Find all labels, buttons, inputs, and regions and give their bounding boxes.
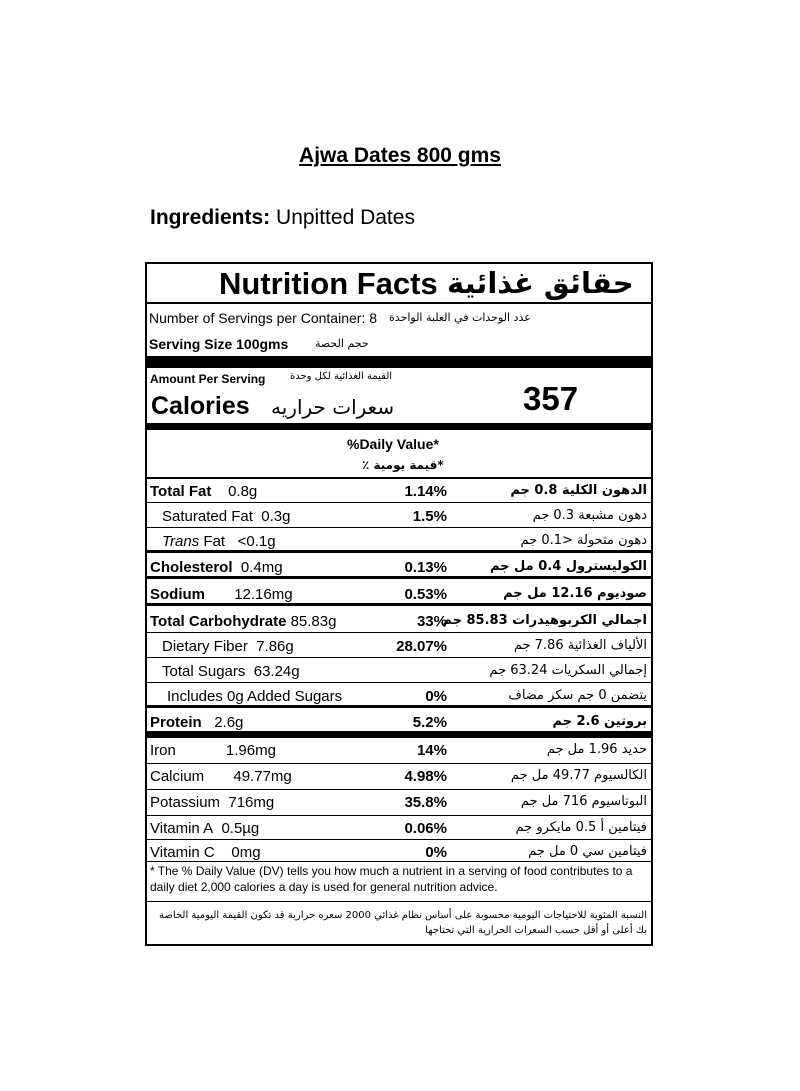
nutrient-name: Includes 0g Added Sugars [167, 688, 343, 705]
nutrient-row-total-carbohydrate [147, 609, 651, 633]
nutrition-facts-title: Nutrition Facts [219, 266, 438, 301]
nutrient-amount: 2.6g [214, 714, 244, 731]
serving-size-text: Serving Size 100gms [149, 336, 289, 352]
nutrient-name-ar: يتضمن 0 جم سكر مضاف [508, 688, 647, 703]
nutrient-name: Total Sugars [162, 663, 246, 680]
servings-text: Number of Servings per Container: 8 [149, 310, 377, 326]
nutrient-dv: 0% [425, 844, 447, 861]
label-header [147, 264, 651, 304]
nutrient-name-ar: الكوليسترول 0.4 مل جم [489, 559, 647, 574]
calories-row [147, 380, 651, 430]
nutrient-row-potassium [147, 790, 651, 816]
nutrient-amount: 49.77mg [233, 768, 292, 785]
nutrient-row-saturated-fat [147, 504, 651, 528]
product-title [0, 144, 800, 168]
nutrient-row-sodium [147, 582, 651, 606]
nutrient-amount: 0.5µg [221, 820, 260, 837]
footnote-ar-block [147, 908, 651, 942]
nutrient-amount: 0.4mg [240, 559, 283, 576]
nutrient-dv: 0.13% [404, 559, 447, 576]
serving-size [147, 332, 651, 356]
nutrient-row-trans-fat [147, 529, 651, 553]
nutrient-row-iron [147, 738, 651, 764]
nutrient-amount: 716mg [228, 794, 275, 811]
calories-label: Calories [151, 392, 250, 420]
nutrient-name: Dietary Fiber [162, 638, 248, 655]
nutrient-amount: 1.96mg [225, 742, 276, 759]
nutrient-name-ar: دهون مشبعة 0.3 جم [532, 508, 647, 523]
nutrient-dv: 1.5% [412, 508, 447, 525]
nutrient-amount: <0.1g [237, 533, 276, 550]
daily-value-label: %Daily Value* [347, 436, 439, 452]
nutrient-name: Protein [150, 714, 202, 731]
servings-text-ar: عدد الوحدات في العلبة الواحدة [389, 311, 531, 324]
nutrient-row-vitamin-c [147, 840, 651, 862]
nutrient-amount: 63.24g [253, 663, 300, 680]
nutrient-dv: 0.53% [404, 586, 447, 603]
nutrient-row-added-sugars [147, 684, 651, 708]
ingredients-line [150, 206, 415, 230]
nutrient-amount: 0.8g [228, 483, 258, 500]
footnote-en: * The % Daily Value (DV) tells you how much a nutrient in a serving of food contributes to a daily diet 2,000 calories a day is used for general nutrition advice. [147, 862, 651, 902]
calories-value: 357 [523, 380, 579, 417]
nutrient-row-protein [147, 710, 651, 738]
amount-per-serving-text-ar: القيمة الغذائية لكل وحدة [290, 371, 393, 382]
nutrient-name-ar: دهون متحولة <0.1 جم [520, 533, 647, 548]
nutrient-name-ar: فيتامين سي 0 مل جم [528, 844, 647, 859]
nutrient-dv: 5.2% [412, 714, 447, 731]
nutrient-row-cholesterol [147, 555, 651, 579]
nutrient-name: Total Fat [150, 483, 212, 500]
daily-value-header [147, 430, 651, 479]
nutrient-dv: 0% [425, 688, 447, 705]
ingredients-label: Ingredients: [150, 206, 271, 229]
nutrient-name: Sodium [150, 586, 205, 603]
nutrient-amount: 12.16mg [234, 586, 293, 603]
nutrient-dv: 28.07% [396, 638, 447, 655]
nutrient-amount: 0.3g [261, 508, 291, 525]
nutrient-name-ar: الألياف الغذائية 7.86 جم [513, 638, 647, 653]
nutrient-amount: 0mg [231, 844, 261, 861]
nutrient-dv: 14% [416, 742, 447, 759]
nutrient-dv: 4.98% [404, 768, 447, 785]
nutrition-facts-title-ar: حقائق غذائية [447, 266, 634, 300]
nutrient-name: Potassium [150, 794, 221, 811]
servings-per-container [147, 304, 651, 332]
nutrient-name-ar: إجمالي السكريات 63.24 جم [489, 663, 647, 678]
nutrient-name: Total Carbohydrate [150, 613, 287, 630]
nutrient-amount: 85.83g [290, 613, 337, 630]
daily-value-label-ar: *قيمة يومية ٪ [362, 458, 444, 472]
nutrient-dv: 35.8% [404, 794, 447, 811]
nutrient-name: Vitamin C [150, 844, 215, 861]
nutrient-name-ar: صوديوم 12.16 مل جم [503, 586, 647, 601]
nutrient-name-italic: Trans [162, 533, 200, 550]
nutrient-name-ar: حديد 1.96 مل جم [546, 742, 647, 757]
nutrient-name: Saturated Fat [162, 508, 253, 525]
serving-size-text-ar: حجم الحصة [315, 337, 369, 350]
nutrition-facts-label [145, 262, 653, 946]
calories-label-ar: سعرات حراريه [271, 395, 395, 419]
nutrient-name-ar: الكالسيوم 49.77 مل جم [510, 768, 647, 783]
nutrient-amount: 7.86g [256, 638, 294, 655]
nutrient-name: Fat [199, 533, 226, 550]
nutrient-name-ar: الدهون الكلية 0.8 جم [510, 483, 647, 498]
thick-divider [147, 356, 651, 368]
nutrient-name: Cholesterol [150, 559, 233, 576]
nutrient-name: Iron [150, 742, 176, 759]
nutrient-row-dietary-fiber [147, 634, 651, 658]
nutrient-dv: 33% [416, 613, 447, 630]
product-title-text: Ajwa Dates 800 gms [299, 144, 501, 167]
nutrient-name: Vitamin A [150, 820, 214, 837]
nutrient-name: Calcium [150, 768, 205, 785]
footnote-ar: النسبة المئوية للاحتياجات اليومية محسوبة على أساس نظام غذائي 2000 سعره حرارية قد تكون القيمة اليومية الخاصة بك أعلى أو أقل حسب السعرات الحرارية التي تحتاجها [159, 910, 647, 936]
nutrient-row-vitamin-a [147, 816, 651, 840]
nutrient-name-ar: اجمالي الكربوهيدرات 85.83 جم [442, 613, 647, 628]
nutrient-row-total-sugars [147, 659, 651, 683]
nutrient-row-calcium [147, 764, 651, 790]
nutrient-dv: 1.14% [404, 483, 447, 500]
nutrient-name-ar: بروتين 2.6 جم [552, 714, 647, 729]
ingredients-value: Unpitted Dates [276, 206, 415, 229]
nutrient-dv: 0.06% [404, 820, 447, 837]
nutrient-name-ar: فيتامين أ 0.5 مايكرو جم [515, 820, 647, 835]
nutrient-row-total-fat [147, 479, 651, 503]
amount-per-serving-text: Amount Per Serving [150, 372, 266, 386]
nutrient-name-ar: البوتاسيوم 716 مل جم [520, 794, 647, 809]
